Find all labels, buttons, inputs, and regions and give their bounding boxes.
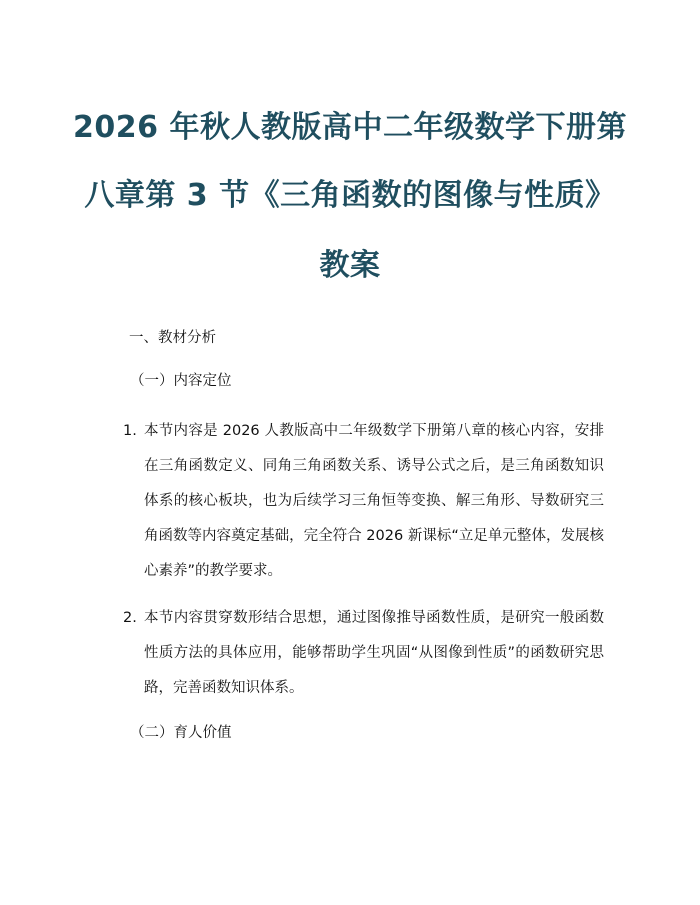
section-heading-teaching-material-analysis: 一、教材分析 [129, 330, 216, 346]
numbered-paragraph-2 [123, 601, 603, 706]
subsection-heading-educational-value: （二）育人价值 [130, 725, 232, 741]
document-title-line-2: 八章第 3 节《三角函数的图像与性质》 [84, 178, 616, 213]
document-title-line-3: 教案 [319, 248, 381, 283]
paragraph-text-1: 本节内容是 2026 人教版高中二年级数学下册第八章的核心内容，安排在三角函数定义、同角三角函数关系、诱导公式之后，是三角函数知识体系的核心板块，也为后续学习三角恒等变换、解三角形、导数研究三角函数等内容奠定基础，完全符合 2026 新课标“立足单元整体，发展核心素养”的教学要求。 [144, 423, 604, 579]
document-title-line-1: 2026 年秋人教版高中二年级数学下册第 [73, 110, 627, 145]
subsection-heading-content-positioning: （一）内容定位 [130, 373, 232, 389]
numbered-paragraph-1 [123, 414, 603, 589]
paragraph-text-2: 本节内容贯穿数形结合思想，通过图像推导函数性质，是研究一般函数性质方法的具体应用，能够帮助学生巩固“从图像到性质”的函数研究思路，完善函数知识体系。 [144, 610, 604, 696]
paragraph-number-2: 2. [123, 610, 137, 626]
paragraph-number-1: 1. [123, 423, 137, 439]
